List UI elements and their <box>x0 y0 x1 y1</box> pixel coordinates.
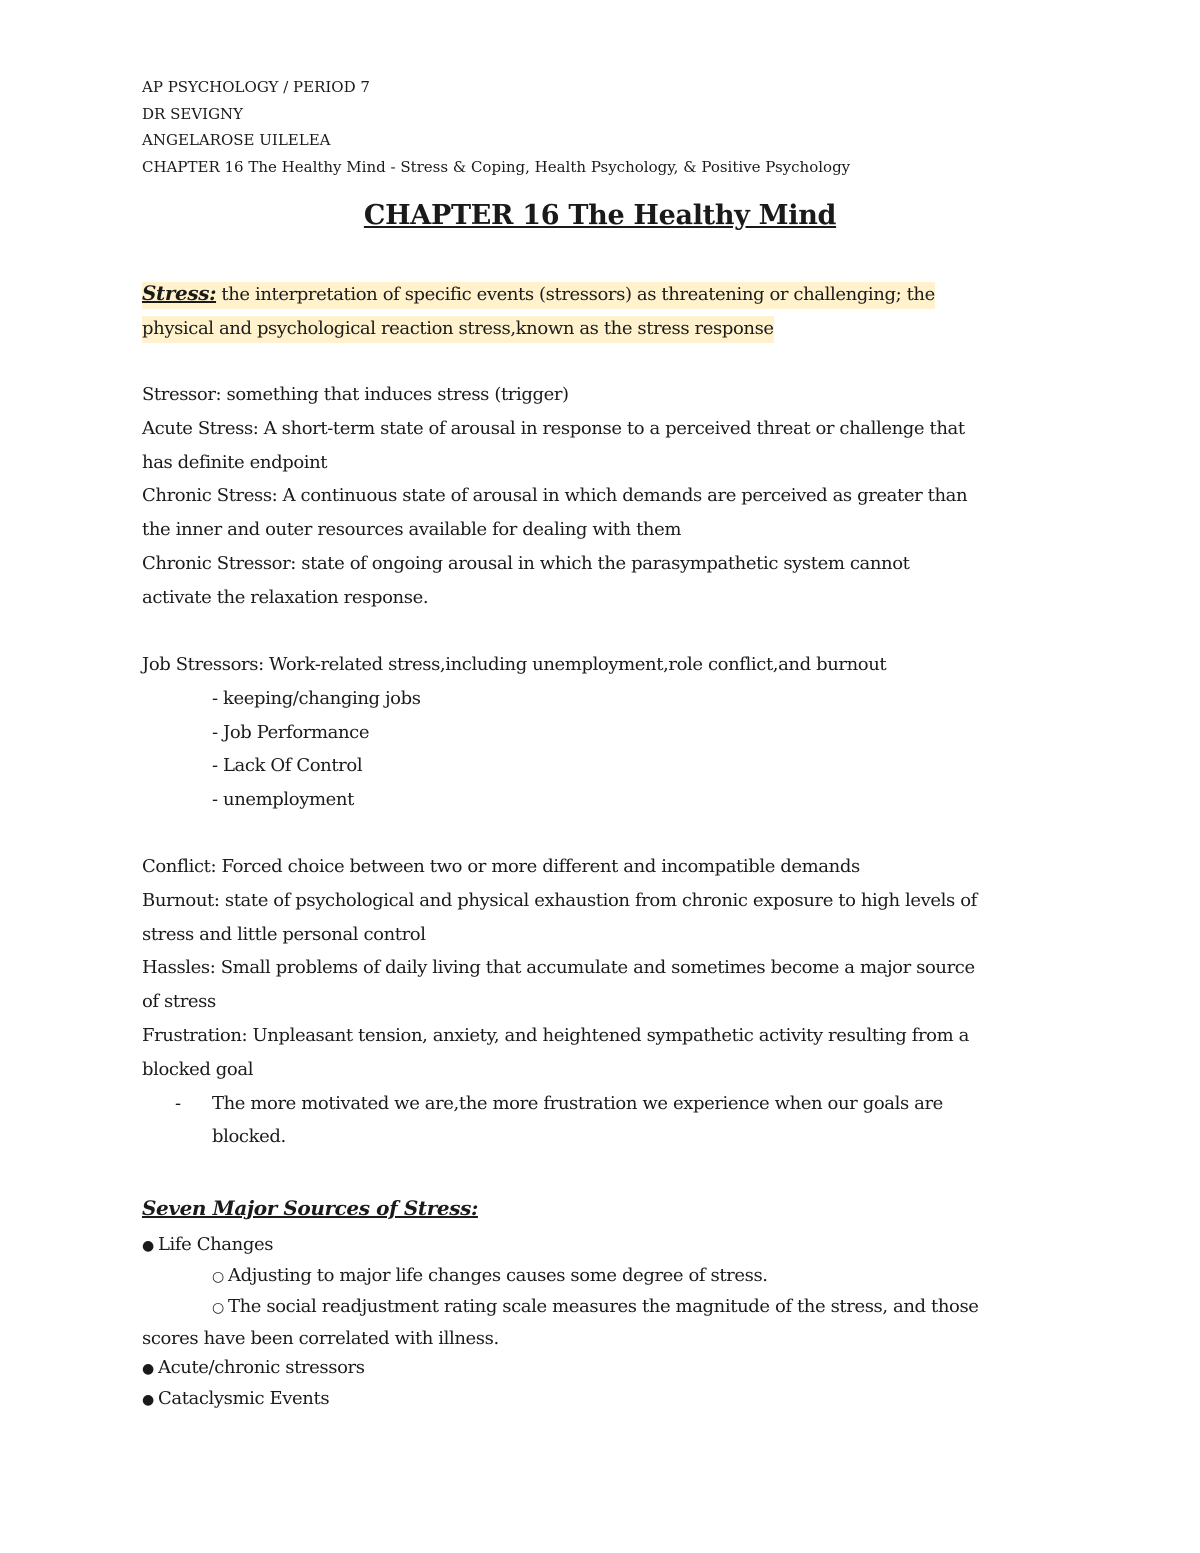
chapter-line: CHAPTER 16 The Healthy Mind - Stress & Coping, Health Psychology, & Positive Psychology <box>142 157 851 176</box>
bullet-icon: ● <box>142 1360 154 1377</box>
definition-line: Hassles: Small problems of daily living that accumulate and sometimes become a major source <box>142 957 975 979</box>
definition-line: blocked goal <box>142 1058 254 1080</box>
definition-line: Stressor: something that induces stress (trigger) <box>142 384 569 405</box>
bullet-icon: ● <box>142 1238 154 1254</box>
list-item <box>142 1230 1067 1261</box>
circle-bullet-icon: ○ <box>212 1300 224 1317</box>
stress-definition-text-2: physical and psychological reaction stress,known as the stress response <box>142 316 774 343</box>
definition-line: of stress <box>142 991 216 1013</box>
job-stressor-item: - unemployment <box>212 789 354 811</box>
page-title: CHAPTER 16 The Healthy Mind <box>363 200 837 231</box>
definition-line: activate the relaxation response. <box>142 586 429 608</box>
definition-line: Chronic Stress: A continuous state of arousal in which demands are perceived as greater than <box>142 485 968 507</box>
teacher-line: DR SEVIGNY <box>142 104 244 123</box>
circle-bullet-icon: ○ <box>212 1269 224 1286</box>
job-stressor-item: - keeping/changing jobs <box>212 687 421 709</box>
definition-line: Acute Stress: A short-term state of arousal in response to a perceived threat or challenge that <box>142 417 965 439</box>
course-line: AP PSYCHOLOGY / PERIOD 7 <box>142 78 370 96</box>
list-item-text: Cataclysmic Events <box>158 1388 330 1410</box>
stress-definition-highlight-1 <box>142 282 935 309</box>
student-name-line: ANGELAROSE UILELEA <box>142 131 331 149</box>
stress-term: Stress: <box>142 281 217 305</box>
dash-bullet: - <box>175 1092 181 1114</box>
sub-list-item <box>142 1292 1067 1323</box>
document-header <box>142 74 1082 180</box>
frustration-note <box>142 1087 1067 1155</box>
definition-line: has definite endpoint <box>142 451 328 473</box>
sub-list-item-text: The social readjustment rating scale measures the magnitude of the stress, and those <box>228 1296 979 1318</box>
bullet-icon: ● <box>142 1392 154 1409</box>
definition-line: stress and little personal control <box>142 923 426 945</box>
job-stressors-block <box>142 648 1067 817</box>
job-stressors-intro: Job Stressors: Work-related stress,including unemployment,role conflict,and burnout <box>142 654 887 675</box>
sub-list-item <box>142 1261 1067 1292</box>
sub-list-item-text: Adjusting to major life changes causes some degree of stress. <box>228 1265 768 1287</box>
list-item-text: Acute/chronic stressors <box>158 1356 365 1378</box>
definitions-block <box>142 378 1067 615</box>
stress-definition <box>142 277 1062 346</box>
job-stressor-item: - Job Performance <box>212 721 370 743</box>
sources-list <box>142 1230 1067 1415</box>
stress-definition-text-1: the interpretation of specific events (stressors) as threatening or challenging; the <box>216 284 935 305</box>
definition-line: the inner and outer resources available for dealing with them <box>142 519 682 541</box>
list-item-text: Life Changes <box>158 1234 274 1255</box>
definition-line: Chronic Stressor: state of ongoing arousal in which the parasympathetic system cannot <box>142 552 910 574</box>
definition-line: Conflict: Forced choice between two or more different and incompatible demands <box>142 856 860 877</box>
sub-list-item-continuation: scores have been correlated with illness. <box>142 1327 499 1349</box>
definition-line: Frustration: Unpleasant tension, anxiety, and heightened sympathetic activity resulting from a <box>142 1024 969 1046</box>
frustration-note-line: blocked. <box>212 1126 286 1148</box>
list-item <box>142 1384 1067 1415</box>
frustration-note-line: The more motivated we are,the more frustration we experience when our goals are <box>212 1092 943 1114</box>
job-stressor-item: - Lack Of Control <box>212 755 363 777</box>
more-definitions-block <box>142 850 1067 1154</box>
list-item <box>142 1353 1067 1384</box>
sources-heading: Seven Major Sources of Stress: <box>142 1196 478 1220</box>
definition-line: Burnout: state of psychological and physical exhaustion from chronic exposure to high levels of <box>142 889 977 911</box>
